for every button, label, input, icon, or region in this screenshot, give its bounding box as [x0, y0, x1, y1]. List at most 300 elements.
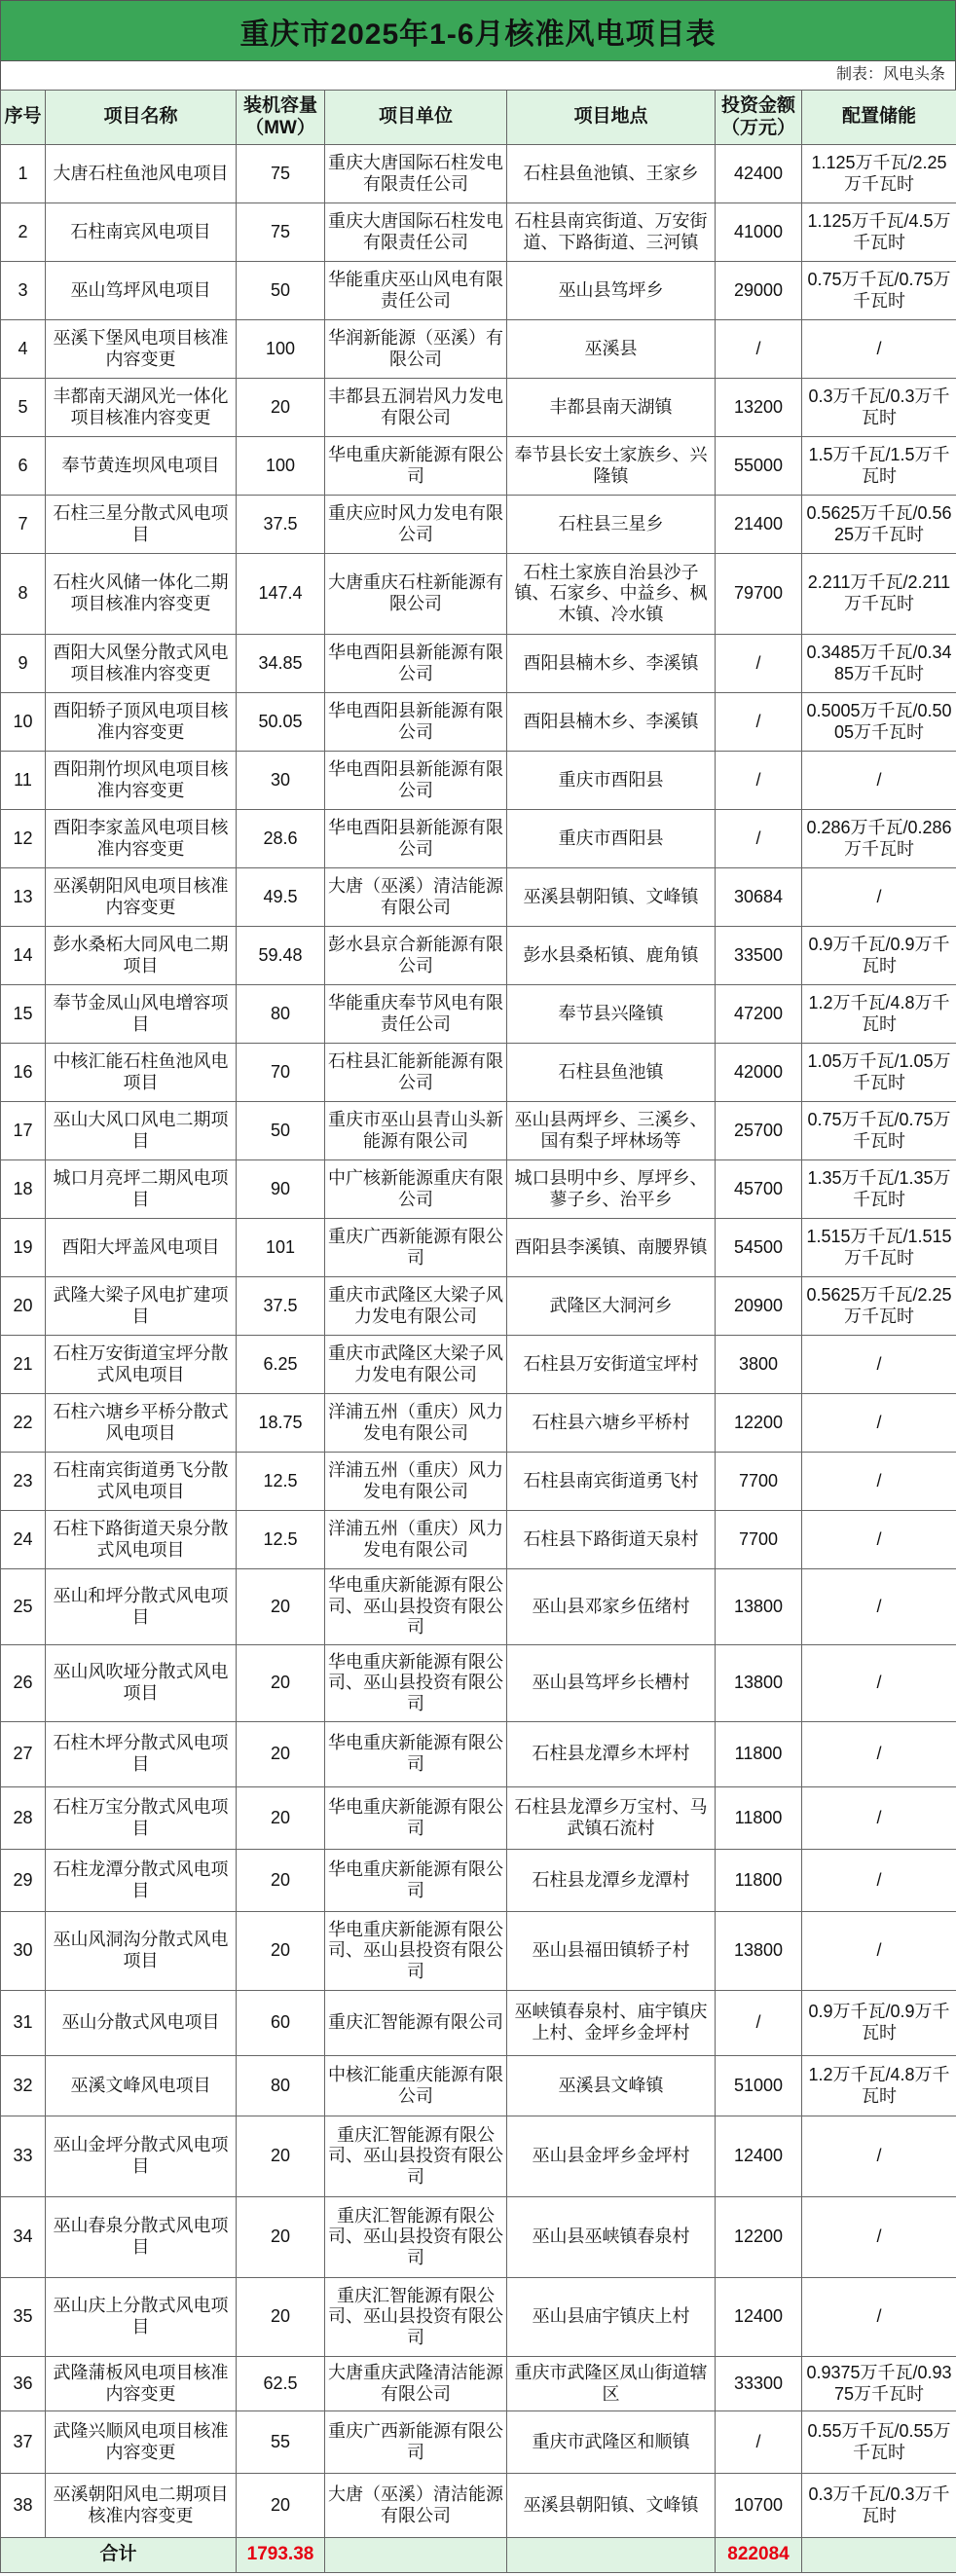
table-row [1, 262, 956, 320]
table-row [1, 868, 956, 927]
cell-index: 16 [1, 1044, 46, 1102]
cell-location: 奉节县长安土家族乡、兴隆镇 [507, 437, 716, 496]
cell-location: 石柱县龙潭乡龙潭村 [507, 1850, 716, 1912]
cell-company: 中核汇能重庆能源有限公司 [325, 2056, 507, 2116]
cell-location: 奉节县兴隆镇 [507, 985, 716, 1044]
cell-project-name: 巫溪朝阳风电二期项目核准内容变更 [46, 2474, 237, 2538]
cell-company: 大唐重庆武隆清洁能源有限公司 [325, 2357, 507, 2411]
header-capacity: 装机容量（MW） [237, 91, 325, 145]
cell-index: 8 [1, 554, 46, 635]
cell-index: 17 [1, 1102, 46, 1160]
cell-index: 36 [1, 2357, 46, 2411]
cell-company: 洋浦五州（重庆）风力发电有限公司 [325, 1394, 507, 1453]
cell-capacity: 34.85 [237, 635, 325, 693]
cell-storage: 0.5625万千瓦/0.5625万千瓦时 [802, 496, 956, 554]
table-row [1, 1511, 956, 1569]
header-location: 项目地点 [507, 91, 716, 145]
table-row [1, 320, 956, 379]
cell-project-name: 石柱南宾风电项目 [46, 203, 237, 262]
table-row [1, 1850, 956, 1912]
cell-company: 华电重庆新能源有限公司 [325, 1787, 507, 1850]
table-row [1, 437, 956, 496]
cell-location: 石柱县下路街道天泉村 [507, 1511, 716, 1569]
cell-index: 37 [1, 2411, 46, 2474]
cell-project-name: 石柱火风储一体化二期项目核准内容变更 [46, 554, 237, 635]
table-row [1, 985, 956, 1044]
total-row [1, 2538, 956, 2573]
cell-empty [802, 2538, 956, 2573]
cell-index: 19 [1, 1219, 46, 1277]
cell-project-name: 巫山大风口风电二期项目 [46, 1102, 237, 1160]
cell-index: 18 [1, 1160, 46, 1219]
cell-project-name: 武隆蒲板风电项目核准内容变更 [46, 2357, 237, 2411]
table-row [1, 2278, 956, 2357]
table-row [1, 145, 956, 203]
cell-location: 重庆市武隆区凤山街道辖区 [507, 2357, 716, 2411]
cell-capacity: 50 [237, 1102, 325, 1160]
header-index: 序号 [1, 91, 46, 145]
cell-index: 9 [1, 635, 46, 693]
cell-investment: 79700 [716, 554, 802, 635]
cell-storage: 0.3万千瓦/0.3万千瓦时 [802, 379, 956, 437]
cell-index: 4 [1, 320, 46, 379]
cell-capacity: 20 [237, 2116, 325, 2197]
cell-storage: 0.9375万千瓦/0.9375万千瓦时 [802, 2357, 956, 2411]
cell-empty [325, 2538, 507, 2573]
cell-company: 华能重庆奉节风电有限责任公司 [325, 985, 507, 1044]
cell-project-name: 石柱木坪分散式风电项目 [46, 1722, 237, 1787]
cell-investment: 7700 [716, 1511, 802, 1569]
cell-location: 城口县明中乡、厚坪乡、蓼子乡、治平乡 [507, 1160, 716, 1219]
cell-investment: 21400 [716, 496, 802, 554]
table-row [1, 554, 956, 635]
cell-investment: 29000 [716, 262, 802, 320]
cell-project-name: 巫溪文峰风电项目 [46, 2056, 237, 2116]
cell-location: 重庆市酉阳县 [507, 810, 716, 868]
cell-project-name: 彭水桑柘大同风电二期项目 [46, 927, 237, 985]
cell-index: 31 [1, 1991, 46, 2056]
cell-empty [507, 2538, 716, 2573]
cell-project-name: 大唐石柱鱼池风电项目 [46, 145, 237, 203]
cell-capacity: 100 [237, 320, 325, 379]
cell-location: 酉阳县李溪镇、南腰界镇 [507, 1219, 716, 1277]
cell-capacity: 50.05 [237, 693, 325, 752]
cell-storage: 0.75万千瓦/0.75万千瓦时 [802, 262, 956, 320]
cell-storage: / [802, 1912, 956, 1991]
cell-location: 巫山县笃坪乡 [507, 262, 716, 320]
cell-index: 13 [1, 868, 46, 927]
cell-index: 15 [1, 985, 46, 1044]
cell-investment: / [716, 810, 802, 868]
cell-location: 武隆区大洞河乡 [507, 1277, 716, 1336]
cell-project-name: 中核汇能石柱鱼池风电项目 [46, 1044, 237, 1102]
cell-index: 33 [1, 2116, 46, 2197]
cell-investment: / [716, 1991, 802, 2056]
cell-company: 华电酉阳县新能源有限公司 [325, 810, 507, 868]
cell-storage: 0.5005万千瓦/0.5005万千瓦时 [802, 693, 956, 752]
cell-capacity: 6.25 [237, 1336, 325, 1394]
cell-location: 巫山县福田镇轿子村 [507, 1912, 716, 1991]
table-row [1, 2116, 956, 2197]
cell-index: 11 [1, 752, 46, 810]
table-body [1, 145, 956, 2538]
cell-index: 1 [1, 145, 46, 203]
cell-storage: 1.515万千瓦/1.515万千瓦时 [802, 1219, 956, 1277]
cell-location: 石柱县龙潭乡万宝村、马武镇石流村 [507, 1787, 716, 1850]
cell-index: 38 [1, 2474, 46, 2538]
cell-storage: / [802, 1511, 956, 1569]
cell-location: 重庆市酉阳县 [507, 752, 716, 810]
cell-investment: 55000 [716, 437, 802, 496]
cell-storage: 1.5万千瓦/1.5万千瓦时 [802, 437, 956, 496]
cell-capacity: 18.75 [237, 1394, 325, 1453]
cell-project-name: 巫山和坪分散式风电项目 [46, 1569, 237, 1645]
cell-capacity: 20 [237, 1569, 325, 1645]
cell-project-name: 酉阳李家盖风电项目核准内容变更 [46, 810, 237, 868]
cell-location: 丰都县南天湖镇 [507, 379, 716, 437]
cell-capacity: 20 [237, 2474, 325, 2538]
table-row [1, 810, 956, 868]
cell-storage: 1.125万千瓦/2.25万千瓦时 [802, 145, 956, 203]
cell-location: 酉阳县楠木乡、李溪镇 [507, 635, 716, 693]
total-label: 合计 [1, 2538, 237, 2573]
cell-company: 重庆汇智能源有限公司 [325, 1991, 507, 2056]
cell-investment: / [716, 693, 802, 752]
cell-project-name: 石柱六塘乡平桥分散式风电项目 [46, 1394, 237, 1453]
table-row [1, 752, 956, 810]
cell-storage: / [802, 1453, 956, 1511]
cell-company: 华电重庆新能源有限公司 [325, 1850, 507, 1912]
cell-investment: 13800 [716, 1912, 802, 1991]
cell-index: 32 [1, 2056, 46, 2116]
cell-project-name: 酉阳大坪盖风电项目 [46, 1219, 237, 1277]
cell-capacity: 62.5 [237, 2357, 325, 2411]
cell-capacity: 90 [237, 1160, 325, 1219]
cell-project-name: 武隆大梁子风电扩建项目 [46, 1277, 237, 1336]
header-investment: 投资金额（万元） [716, 91, 802, 145]
cell-location: 酉阳县楠木乡、李溪镇 [507, 693, 716, 752]
cell-investment: 3800 [716, 1336, 802, 1394]
cell-company: 大唐重庆石柱新能源有限公司 [325, 554, 507, 635]
cell-capacity: 12.5 [237, 1511, 325, 1569]
cell-investment: 12200 [716, 2197, 802, 2278]
cell-location: 彭水县桑柘镇、鹿角镇 [507, 927, 716, 985]
cell-storage: / [802, 868, 956, 927]
cell-company: 华电重庆新能源有限公司、巫山县投资有限公司 [325, 1569, 507, 1645]
table-row [1, 1787, 956, 1850]
cell-capacity: 37.5 [237, 496, 325, 554]
cell-index: 30 [1, 1912, 46, 1991]
header-company: 项目单位 [325, 91, 507, 145]
cell-storage: 1.35万千瓦/1.35万千瓦时 [802, 1160, 956, 1219]
cell-capacity: 28.6 [237, 810, 325, 868]
cell-capacity: 20 [237, 1850, 325, 1912]
cell-storage: / [802, 1850, 956, 1912]
cell-capacity: 80 [237, 2056, 325, 2116]
cell-storage: / [802, 1722, 956, 1787]
cell-project-name: 奉节金凤山风电增容项目 [46, 985, 237, 1044]
cell-storage: 0.3485万千瓦/0.3485万千瓦时 [802, 635, 956, 693]
cell-location: 巫峡镇春泉村、庙宇镇庆上村、金坪乡金坪村 [507, 1991, 716, 2056]
cell-investment: 30684 [716, 868, 802, 927]
cell-investment: 33300 [716, 2357, 802, 2411]
table-row [1, 1044, 956, 1102]
table-row [1, 1453, 956, 1511]
cell-index: 25 [1, 1569, 46, 1645]
cell-capacity: 60 [237, 1991, 325, 2056]
cell-index: 27 [1, 1722, 46, 1787]
cell-project-name: 石柱下路街道天泉分散式风电项目 [46, 1511, 237, 1569]
table-row [1, 2474, 956, 2538]
cell-project-name: 奉节黄连坝风电项目 [46, 437, 237, 496]
cell-index: 2 [1, 203, 46, 262]
cell-investment: 12400 [716, 2116, 802, 2197]
cell-capacity: 101 [237, 1219, 325, 1277]
cell-index: 12 [1, 810, 46, 868]
cell-index: 23 [1, 1453, 46, 1511]
cell-storage: / [802, 752, 956, 810]
cell-company: 洋浦五州（重庆）风力发电有限公司 [325, 1511, 507, 1569]
cell-company: 重庆汇智能源有限公司、巫山县投资有限公司 [325, 2116, 507, 2197]
table-footer [1, 2538, 956, 2573]
cell-investment: 11800 [716, 1722, 802, 1787]
cell-investment: 33500 [716, 927, 802, 985]
cell-capacity: 100 [237, 437, 325, 496]
cell-location: 石柱县鱼池镇、王家乡 [507, 145, 716, 203]
cell-location: 巫溪县 [507, 320, 716, 379]
cell-storage: / [802, 1787, 956, 1850]
cell-storage: 2.211万千瓦/2.211万千瓦时 [802, 554, 956, 635]
cell-company: 大唐（巫溪）清洁能源有限公司 [325, 868, 507, 927]
cell-company: 重庆广西新能源有限公司 [325, 2411, 507, 2474]
cell-investment: 20900 [716, 1277, 802, 1336]
cell-index: 35 [1, 2278, 46, 2357]
table-row [1, 1160, 956, 1219]
table-row [1, 2411, 956, 2474]
cell-project-name: 酉阳荆竹坝风电项目核准内容变更 [46, 752, 237, 810]
cell-company: 大唐（巫溪）清洁能源有限公司 [325, 2474, 507, 2538]
cell-storage: 0.9万千瓦/0.9万千瓦时 [802, 1991, 956, 2056]
table-row [1, 693, 956, 752]
cell-location: 石柱县六塘乡平桥村 [507, 1394, 716, 1453]
cell-company: 华电重庆新能源有限公司、巫山县投资有限公司 [325, 1912, 507, 1991]
cell-index: 21 [1, 1336, 46, 1394]
cell-company: 重庆市武隆区大梁子风力发电有限公司 [325, 1277, 507, 1336]
cell-project-name: 巫溪下堡风电项目核准内容变更 [46, 320, 237, 379]
cell-investment: 41000 [716, 203, 802, 262]
cell-investment: 54500 [716, 1219, 802, 1277]
cell-investment: 45700 [716, 1160, 802, 1219]
cell-capacity: 70 [237, 1044, 325, 1102]
table-row [1, 1336, 956, 1394]
cell-location: 巫山县巫峡镇春泉村 [507, 2197, 716, 2278]
cell-company: 华电酉阳县新能源有限公司 [325, 752, 507, 810]
cell-index: 22 [1, 1394, 46, 1453]
table-row [1, 2357, 956, 2411]
cell-company: 重庆广西新能源有限公司 [325, 1219, 507, 1277]
cell-capacity: 20 [237, 1787, 325, 1850]
cell-project-name: 酉阳轿子顶风电项目核准内容变更 [46, 693, 237, 752]
cell-storage: 0.286万千瓦/0.286万千瓦时 [802, 810, 956, 868]
cell-location: 巫溪县朝阳镇、文峰镇 [507, 868, 716, 927]
cell-investment: 11800 [716, 1787, 802, 1850]
cell-location: 巫山县邓家乡伍绪村 [507, 1569, 716, 1645]
table-row [1, 496, 956, 554]
cell-investment: 12400 [716, 2278, 802, 2357]
cell-investment: 25700 [716, 1102, 802, 1160]
cell-storage: 0.3万千瓦/0.3万千瓦时 [802, 2474, 956, 2538]
cell-capacity: 59.48 [237, 927, 325, 985]
cell-investment: 10700 [716, 2474, 802, 2538]
cell-project-name: 石柱龙潭分散式风电项目 [46, 1850, 237, 1912]
cell-company: 重庆汇智能源有限公司、巫山县投资有限公司 [325, 2278, 507, 2357]
cell-storage: 1.125万千瓦/4.5万千瓦时 [802, 203, 956, 262]
cell-capacity: 80 [237, 985, 325, 1044]
cell-company: 丰都县五洞岩风力发电有限公司 [325, 379, 507, 437]
cell-investment: 13800 [716, 1569, 802, 1645]
table-row [1, 1394, 956, 1453]
cell-project-name: 石柱三星分散式风电项目 [46, 496, 237, 554]
table-row [1, 1722, 956, 1787]
cell-storage: / [802, 2278, 956, 2357]
table-row [1, 1277, 956, 1336]
cell-index: 7 [1, 496, 46, 554]
cell-company: 华电酉阳县新能源有限公司 [325, 635, 507, 693]
cell-storage: / [802, 2197, 956, 2278]
cell-storage: / [802, 1336, 956, 1394]
cell-company: 重庆大唐国际石柱发电有限责任公司 [325, 145, 507, 203]
cell-location: 石柱县南宾街道、万安街道、下路街道、三河镇 [507, 203, 716, 262]
cell-investment: 11800 [716, 1850, 802, 1912]
cell-storage: 0.75万千瓦/0.75万千瓦时 [802, 1102, 956, 1160]
cell-capacity: 12.5 [237, 1453, 325, 1511]
cell-index: 20 [1, 1277, 46, 1336]
table-row [1, 203, 956, 262]
cell-location: 石柱县鱼池镇 [507, 1044, 716, 1102]
cell-index: 14 [1, 927, 46, 985]
cell-capacity: 75 [237, 203, 325, 262]
cell-storage: 1.2万千瓦/4.8万千瓦时 [802, 2056, 956, 2116]
cell-project-name: 石柱万安街道宝坪分散式风电项目 [46, 1336, 237, 1394]
cell-capacity: 50 [237, 262, 325, 320]
cell-project-name: 巫山笃坪风电项目 [46, 262, 237, 320]
table-row [1, 927, 956, 985]
cell-index: 24 [1, 1511, 46, 1569]
cell-company: 重庆大唐国际石柱发电有限责任公司 [325, 203, 507, 262]
cell-capacity: 55 [237, 2411, 325, 2474]
header-row [1, 91, 956, 145]
cell-project-name: 巫溪朝阳风电项目核准内容变更 [46, 868, 237, 927]
cell-capacity: 20 [237, 1645, 325, 1722]
cell-storage: 0.55万千瓦/0.55万千瓦时 [802, 2411, 956, 2474]
cell-location: 巫山县笃坪乡长槽村 [507, 1645, 716, 1722]
cell-company: 重庆市巫山县青山头新能源有限公司 [325, 1102, 507, 1160]
cell-location: 巫山县庙宇镇庆上村 [507, 2278, 716, 2357]
cell-location: 石柱县万安街道宝坪村 [507, 1336, 716, 1394]
cell-location: 重庆市武隆区和顺镇 [507, 2411, 716, 2474]
cell-storage: / [802, 1645, 956, 1722]
cell-company: 重庆应时风力发电有限公司 [325, 496, 507, 554]
table-title: 重庆市2025年1-6月核准风电项目表 [0, 0, 956, 60]
cell-company: 中广核新能源重庆有限公司 [325, 1160, 507, 1219]
projects-table [0, 90, 956, 2573]
cell-index: 34 [1, 2197, 46, 2278]
header-project-name: 项目名称 [46, 91, 237, 145]
cell-index: 6 [1, 437, 46, 496]
cell-investment: 47200 [716, 985, 802, 1044]
cell-capacity: 75 [237, 145, 325, 203]
cell-project-name: 武隆兴顺风电项目核准内容变更 [46, 2411, 237, 2474]
cell-capacity: 147.4 [237, 554, 325, 635]
cell-capacity: 20 [237, 379, 325, 437]
cell-investment: 13200 [716, 379, 802, 437]
cell-project-name: 巫山风吹垭分散式风电项目 [46, 1645, 237, 1722]
header-storage: 配置储能 [802, 91, 956, 145]
cell-index: 29 [1, 1850, 46, 1912]
cell-location: 石柱县龙潭乡木坪村 [507, 1722, 716, 1787]
cell-investment: 42000 [716, 1044, 802, 1102]
cell-location: 石柱县南宾街道勇飞村 [507, 1453, 716, 1511]
table-row [1, 1912, 956, 1991]
cell-storage: 1.05万千瓦/1.05万千瓦时 [802, 1044, 956, 1102]
cell-capacity: 30 [237, 752, 325, 810]
cell-company: 华润新能源（巫溪）有限公司 [325, 320, 507, 379]
cell-project-name: 石柱南宾街道勇飞分散式风电项目 [46, 1453, 237, 1511]
cell-location: 石柱县三星乡 [507, 496, 716, 554]
cell-company: 重庆汇智能源有限公司、巫山县投资有限公司 [325, 2197, 507, 2278]
cell-investment: 13800 [716, 1645, 802, 1722]
cell-project-name: 巫山春泉分散式风电项目 [46, 2197, 237, 2278]
cell-project-name: 巫山风洞沟分散式风电项目 [46, 1912, 237, 1991]
cell-company: 洋浦五州（重庆）风力发电有限公司 [325, 1453, 507, 1511]
cell-location: 巫溪县文峰镇 [507, 2056, 716, 2116]
cell-storage: / [802, 320, 956, 379]
cell-capacity: 49.5 [237, 868, 325, 927]
cell-storage: 1.2万千瓦/4.8万千瓦时 [802, 985, 956, 1044]
cell-project-name: 巫山分散式风电项目 [46, 1991, 237, 2056]
cell-project-name: 城口月亮坪二期风电项目 [46, 1160, 237, 1219]
cell-investment: 42400 [716, 145, 802, 203]
cell-project-name: 丰都南天湖风光一体化项目核准内容变更 [46, 379, 237, 437]
cell-company: 石柱县汇能新能源有限公司 [325, 1044, 507, 1102]
cell-investment: / [716, 320, 802, 379]
cell-company: 华电重庆新能源有限公司 [325, 1722, 507, 1787]
cell-investment: / [716, 635, 802, 693]
total-capacity: 1793.38 [237, 2538, 325, 2573]
table-row [1, 2197, 956, 2278]
cell-location: 巫山县两坪乡、三溪乡、国有梨子坪林场等 [507, 1102, 716, 1160]
cell-investment: / [716, 2411, 802, 2474]
table-row [1, 1645, 956, 1722]
cell-storage: 0.9万千瓦/0.9万千瓦时 [802, 927, 956, 985]
cell-project-name: 巫山庆上分散式风电项目 [46, 2278, 237, 2357]
cell-storage: / [802, 1569, 956, 1645]
table-row [1, 1102, 956, 1160]
cell-company: 华电重庆新能源有限公司、巫山县投资有限公司 [325, 1645, 507, 1722]
cell-investment: 12200 [716, 1394, 802, 1453]
table-row [1, 1991, 956, 2056]
cell-investment: 51000 [716, 2056, 802, 2116]
cell-company: 重庆市武隆区大梁子风力发电有限公司 [325, 1336, 507, 1394]
cell-capacity: 20 [237, 2278, 325, 2357]
cell-location: 巫山县金坪乡金坪村 [507, 2116, 716, 2197]
cell-index: 5 [1, 379, 46, 437]
cell-capacity: 20 [237, 2197, 325, 2278]
cell-storage: / [802, 1394, 956, 1453]
table-row [1, 2056, 956, 2116]
cell-project-name: 巫山金坪分散式风电项目 [46, 2116, 237, 2197]
cell-location: 石柱土家族自治县沙子镇、石家乡、中益乡、枫木镇、冷水镇 [507, 554, 716, 635]
